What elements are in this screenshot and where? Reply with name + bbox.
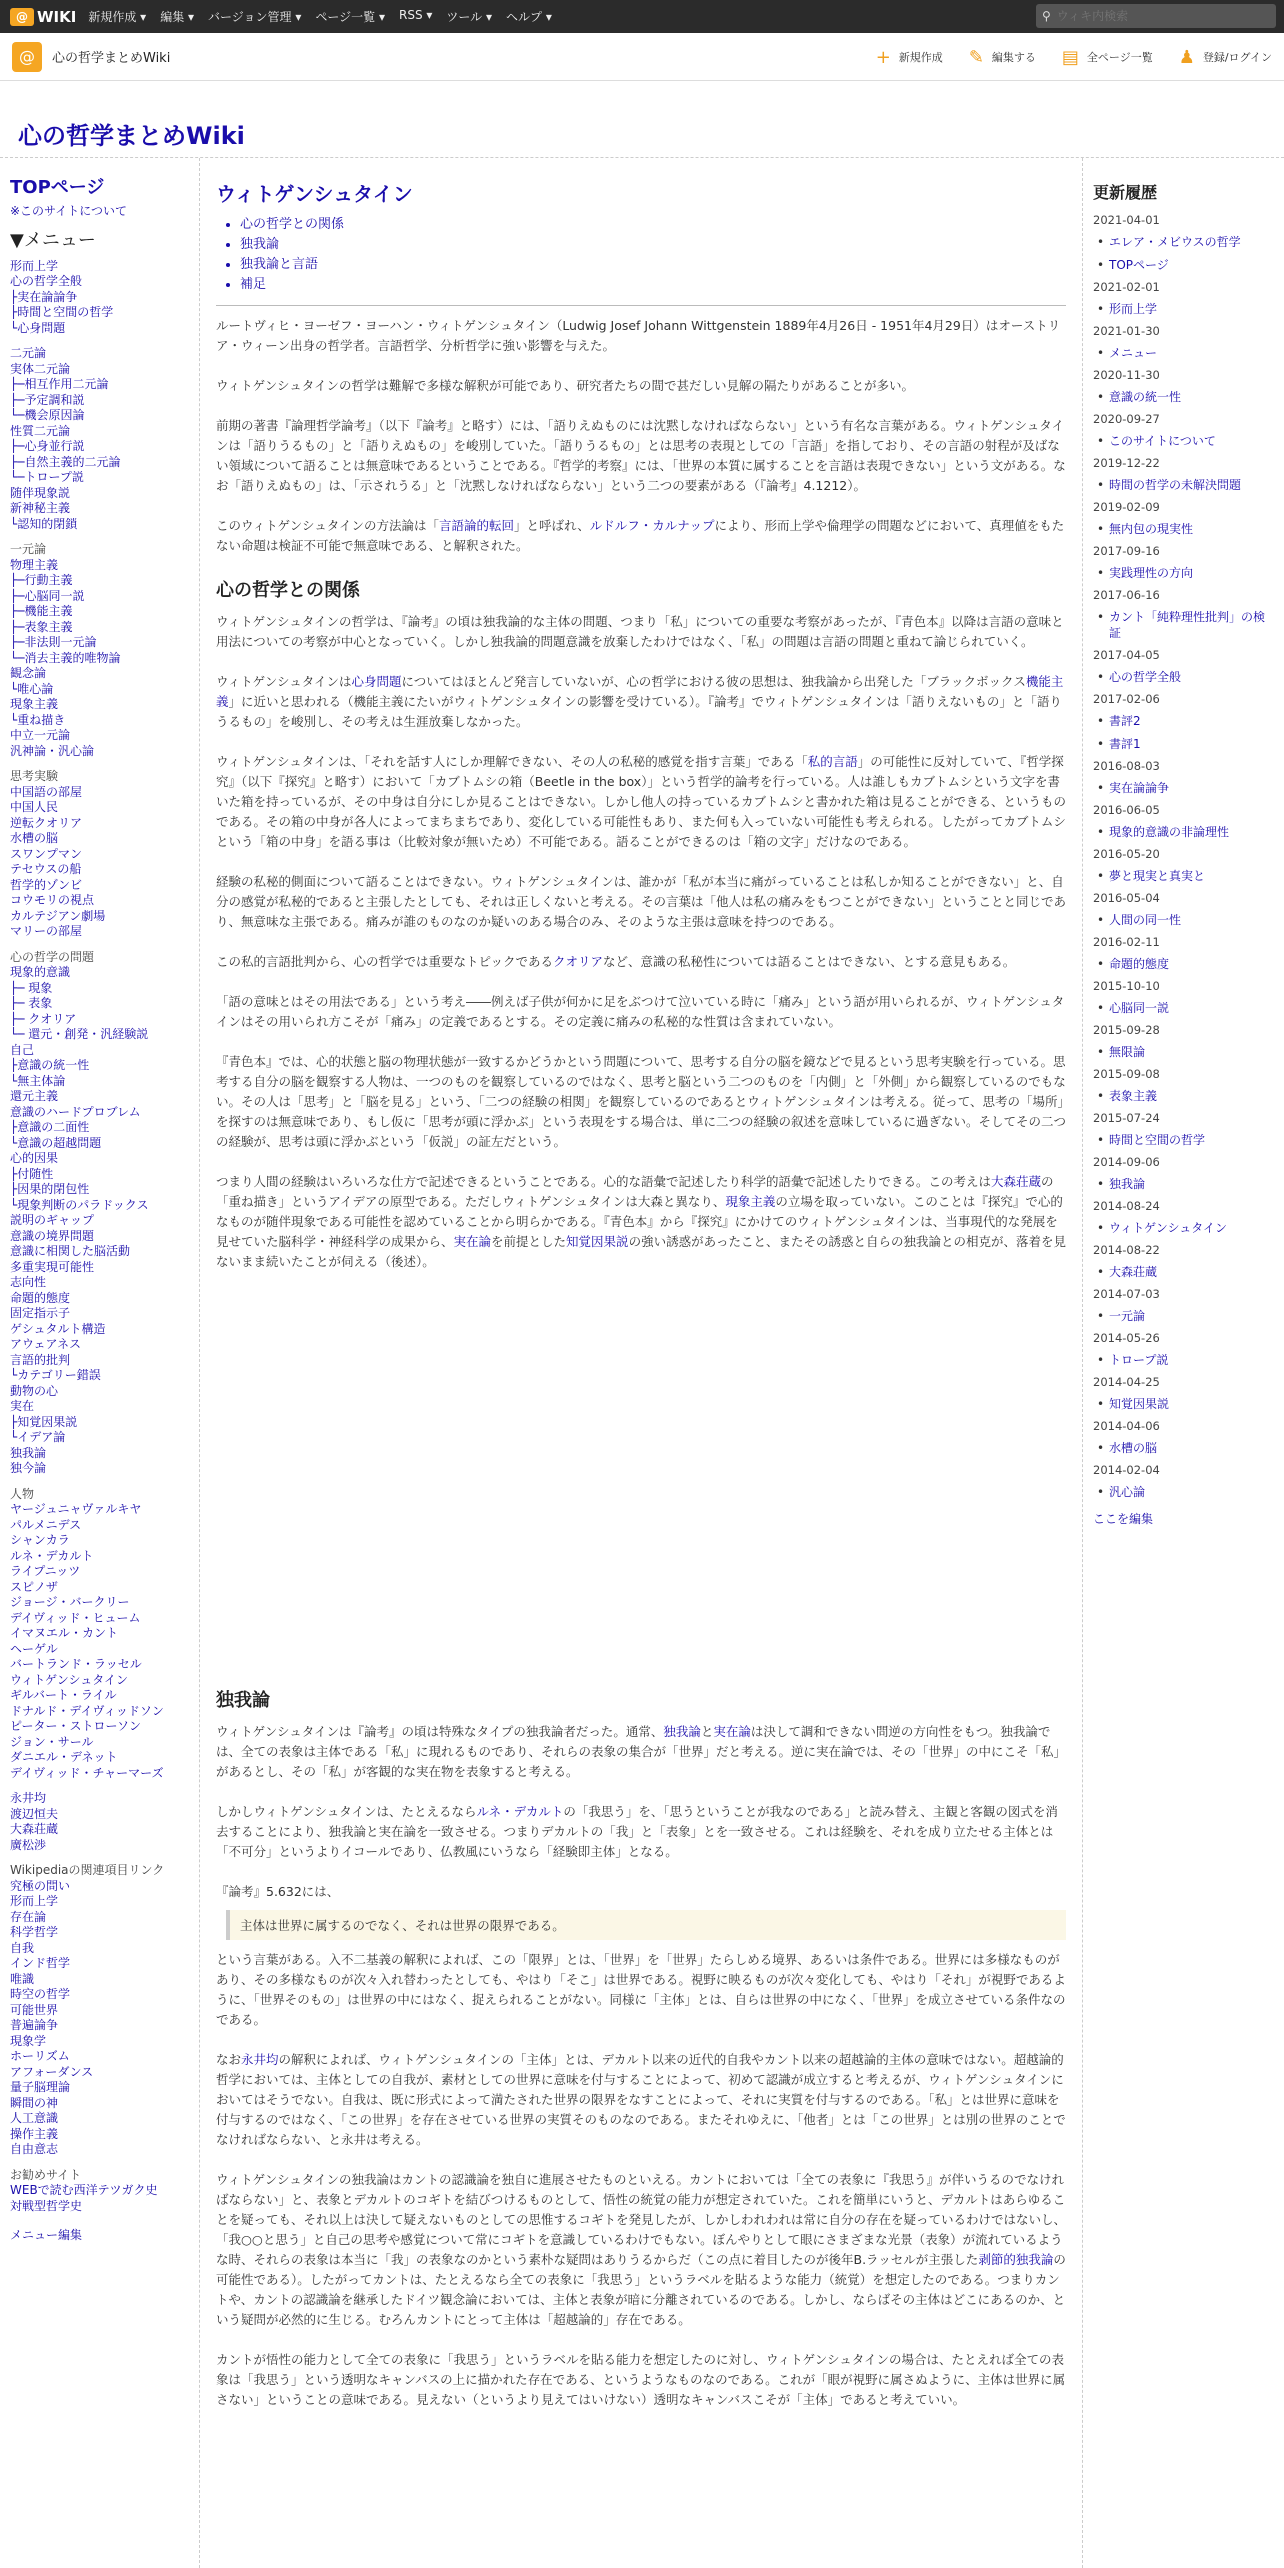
history-date: 2021-02-01 bbox=[1093, 280, 1160, 294]
nav-item[interactable]: └唯心論 bbox=[10, 681, 54, 696]
nav-item[interactable]: 対戦型哲学史 bbox=[10, 2198, 83, 2213]
nav-group-heading: 人物 bbox=[10, 1486, 35, 1501]
toc-item[interactable]: • 独我論と言語 bbox=[240, 255, 1066, 275]
nav-item[interactable]: 廣松渉 bbox=[10, 1837, 47, 1852]
blockquote: 主体は世界に属するのでなく、それは世界の限界である。 bbox=[226, 1910, 1066, 1940]
nav-item[interactable]: ├時間と空間の哲学 bbox=[10, 305, 114, 319]
history-item[interactable]: • 人間の同一性 bbox=[1109, 912, 1274, 928]
nav-item[interactable]: 実在 bbox=[10, 1399, 35, 1413]
login-label: 登録/ログイン bbox=[1202, 51, 1272, 64]
action-bar bbox=[850, 33, 1272, 81]
link-qualia[interactable]: クオリア bbox=[553, 954, 604, 969]
nav-item[interactable]: 新神秘主義 bbox=[10, 501, 71, 515]
history-item[interactable]: • トロープ説 bbox=[1109, 1352, 1274, 1368]
nav-item[interactable]: 汎神論・汎心論 bbox=[10, 743, 95, 758]
history-item[interactable]: • TOPページ bbox=[1109, 257, 1274, 273]
site-name[interactable]: 心の哲学まとめWiki bbox=[52, 51, 171, 66]
nav-item[interactable]: 逆転クオリア bbox=[10, 815, 83, 830]
link-linguistic-turn[interactable]: 言語論的転回 bbox=[438, 518, 514, 533]
logo-icon: @ bbox=[10, 8, 34, 26]
history-item[interactable]: • 表象主義 bbox=[1109, 1088, 1274, 1104]
history-item[interactable]: • 無内包の現実性 bbox=[1109, 521, 1274, 537]
nav-item[interactable]: 水槽の脳 bbox=[10, 831, 59, 845]
nav-item[interactable]: 時空の哲学 bbox=[10, 1987, 71, 2001]
nav-item[interactable]: ├─機能主義 bbox=[10, 604, 73, 618]
nav-item[interactable]: 意識の境界問題 bbox=[10, 1228, 95, 1243]
nav-item[interactable]: 意識のハードプロブレム bbox=[10, 1104, 141, 1119]
nav-item[interactable]: ├意識の統一性 bbox=[10, 1058, 90, 1072]
new-page-button[interactable] bbox=[876, 47, 943, 68]
nav-item[interactable]: ゲシュタルト構造 bbox=[10, 1321, 106, 1336]
history-date: 2016-06-05 bbox=[1093, 803, 1160, 817]
link-omori[interactable]: 大森荘蔵 bbox=[991, 1174, 1042, 1189]
nav-group bbox=[10, 346, 199, 532]
nav-item[interactable]: ジョン・サール bbox=[10, 1734, 94, 1749]
new-page-label: 新規作成 bbox=[898, 51, 943, 64]
history-date: 2015-10-10 bbox=[1093, 979, 1160, 993]
history-item[interactable]: • 実践理性の方向 bbox=[1109, 565, 1274, 581]
nav-item[interactable]: 科学哲学 bbox=[10, 1925, 59, 1939]
top-menu-item[interactable]: ページ一覧 ▾ bbox=[315, 10, 385, 24]
nav-groups bbox=[10, 259, 199, 2215]
nav-item[interactable]: パルメニデス bbox=[10, 1517, 82, 1532]
nav-item[interactable]: 中立一元論 bbox=[10, 728, 71, 742]
paragraph: ルートヴィヒ・ヨーゼフ・ヨーハン・ウィトゲンシュタイン（Ludwig Josef Johann Wittgenstein 1889年4月26日 - 1951年4月29日）はオーストリア・ウィーン出身の哲学者。言語哲学、分析哲学に強い影響を与えた。 bbox=[216, 318, 1061, 353]
nav-item[interactable]: 究極の問い bbox=[10, 1878, 71, 1893]
history-item[interactable]: • 実在論論争 bbox=[1109, 780, 1274, 796]
top-menu-item[interactable]: RSS ▾ bbox=[399, 8, 433, 22]
history-date: 2020-09-27 bbox=[1093, 412, 1160, 426]
nav-group-heading: 心の哲学の問題 bbox=[10, 949, 95, 964]
nav-item[interactable]: 随伴現象説 bbox=[10, 485, 71, 500]
nav-item[interactable]: └─ 還元・創発・汎経験説 bbox=[10, 1027, 149, 1041]
nav-item[interactable]: 心の哲学全般 bbox=[10, 274, 83, 288]
top-menu-item[interactable]: ツール ▾ bbox=[446, 10, 493, 24]
link-stripped-solipsism[interactable]: 剥節的独我論 bbox=[978, 2252, 1054, 2267]
nav-about[interactable]: ※このサイトについて bbox=[10, 203, 127, 218]
nav-item[interactable]: 説明のギャップ bbox=[10, 1213, 95, 1227]
history-item[interactable]: • 無限論 bbox=[1109, 1044, 1274, 1060]
nav-item[interactable]: ├─予定調和説 bbox=[10, 392, 85, 407]
history-item[interactable]: • 書評2 bbox=[1109, 713, 1274, 729]
paragraph: ウィトゲンシュタインの独我論はカントの認識論を独自に進展させたものといえる。カントにおいては「全ての表象に『我思う』が伴いうるのでなければならない」と、表象とデカルトのコギトを結びつけるものとして、悟性の統覚の能力が想定されていた。これを簡単にいうと、デカルトはあらゆることを疑っても、それ以上は決して疑えないものとしての思惟するコギトを発見したが、しかしわれわれは常に自分の存在を疑っているわけではないし、「我○○と思う」と自己の思考や感覚について常にコギトを意識しているわけでもない。ぼんやりとして眼にさまざまな光景（表象）が流れているような時、それらの表象は本当に「我」の表象なのかという素朴な疑問はありうるからだ（この点に着目したのが後年B.ラッセルが主張した剥節的独我論の可能性である）。したがってカントは、たとえるなら全ての表象に「我思う」というラベルを貼るような能力（統覚）を想定したのである。つまりカントや、カントの認識論を継承したドイツ観念論においては、主体と表象が暗に分離されているのである。しかし、ならばその主体はどこにあるのか、という疑問が必然的に生じる。むろんカントにとって主体は「超越論的」存在である。 bbox=[216, 2172, 1067, 2327]
nav-item[interactable]: └イデア論 bbox=[10, 1430, 66, 1444]
site-icon: @ bbox=[12, 42, 42, 72]
nav-item[interactable]: 動物の心 bbox=[10, 1383, 59, 1398]
nav-item[interactable]: インド哲学 bbox=[10, 1956, 71, 1970]
history-date: 2014-04-06 bbox=[1093, 1419, 1160, 1433]
nav-item[interactable]: 人工意識 bbox=[10, 2111, 59, 2125]
nav-item[interactable]: ├─行動主義 bbox=[10, 573, 73, 587]
nav-item[interactable]: ├意識の二面性 bbox=[10, 1120, 90, 1134]
nav-item[interactable]: 哲学的ゾンビ bbox=[10, 877, 83, 892]
section-heading-relation: 心の哲学との関係 bbox=[216, 580, 360, 601]
history-date: 2017-04-05 bbox=[1093, 648, 1160, 662]
history-item[interactable]: • メニュー bbox=[1109, 345, 1274, 361]
nav-item[interactable]: ├─非法則一元論 bbox=[10, 635, 97, 649]
history-item[interactable]: • 形而上学 bbox=[1109, 301, 1274, 317]
nav-group-heading: 一元論 bbox=[10, 542, 47, 556]
nav-item[interactable]: ├因果的閉包性 bbox=[10, 1182, 90, 1196]
link-carnap[interactable]: ルドルフ・カルナップ bbox=[589, 518, 715, 533]
nav-item[interactable]: 性質二元論 bbox=[10, 423, 71, 438]
nav-item[interactable]: 独我論 bbox=[10, 1445, 47, 1460]
edit-label: 編集する bbox=[991, 51, 1036, 64]
history-item[interactable]: • エレア・メビウスの哲学 bbox=[1109, 234, 1274, 250]
logo-text: WIKI bbox=[37, 7, 77, 26]
nav-item[interactable]: ├─表象主義 bbox=[10, 619, 73, 634]
nav-item[interactable]: 観念論 bbox=[10, 666, 47, 680]
nav-item[interactable]: 量子脳理論 bbox=[10, 2080, 71, 2094]
paragraph: しかしウィトゲンシュタインは、たとえるならルネ・デカルトの「我思う」を、「思うということが我なのである」と読み替え、主観と客観の図式を消去することにより、独我論と実在論を一致させる。つまりデカルトの「我」と「表象」とを一致させる。これは経験を、それを成り立たせる主体とは「不可分」というよりイコールであり、仏教風にいうなら「経験即主体」となる。 bbox=[216, 1804, 1058, 1859]
nav-item[interactable]: ├─ 現象 bbox=[10, 980, 53, 995]
history-item[interactable]: • 独我論 bbox=[1109, 1176, 1274, 1192]
nav-item[interactable]: 唯識 bbox=[10, 1971, 35, 1986]
nav-item[interactable]: ├─相互作用二元論 bbox=[10, 377, 109, 391]
nav-item[interactable]: 瞬間の神 bbox=[10, 2095, 59, 2110]
nav-item[interactable]: 自己 bbox=[10, 1042, 35, 1057]
top-menu-item[interactable]: 新規作成 ▾ bbox=[88, 10, 147, 24]
paragraph: 『青色本』では、心的状態と脳の物理状態が一致するかどうかという問題について、思考する自分の脳を鏡などで見るという思考実験を行っている。思考する自分の脳を観察する人物は、一つのものを観察しているのではなく、思考と脳という二つのものを「内側」と「外側」から観察しているのでもない。その人は「思考」と「脳を見る」という、「二つの経験の相関」を観察しているのであるとウィトゲンシュタインは考える。従って、思考の「場所」を探すのは無意味であり、もし仮に「思考が頭に浮かぶ」という表現をする場合は、単に二つの経験の叙述を意味しているに過ぎない。そしてその二つの経験が、思考は頭に浮かぶという「仮説」の証左だという。 bbox=[216, 1054, 1067, 1149]
nav-item[interactable]: 中国人民 bbox=[10, 800, 59, 814]
paragraph: カントが悟性の能力として全ての表象に「我思う」というラベルを貼る能力を想定したのに対し、ウィトゲンシュタインの場合は、たとえれば全ての表象は「我思う」という透明なキャンバスの上に描かれた存在である、というようなものなのである。これが「眼が視野に属さぬように、主体は世界に属さない」ということの意味である。見えない（というより見えてはいけない）透明なキャンバスこそが「主体」であると考えていい。 bbox=[216, 2352, 1066, 2407]
history-date: 2019-02-09 bbox=[1093, 500, 1160, 514]
nav-item[interactable]: コウモリの視点 bbox=[10, 893, 95, 907]
history-item[interactable]: • 時間の哲学の未解決問題 bbox=[1109, 477, 1274, 493]
nav-item[interactable]: スピノザ bbox=[10, 1579, 58, 1594]
history-item[interactable]: • 意識の統一性 bbox=[1109, 389, 1274, 405]
nav-item[interactable]: イマヌエル・カント bbox=[10, 1626, 119, 1640]
paragraph: という言葉がある。入不二基義の解釈によれば、この「限界」とは、「世界」を「世界」たらしめる境界、あるいは条件である。世界には多様なものがあり、その多様なものが次々入れ替わったとしても、やはり「そこ」は世界である。視野に映るものが次々変化しても、やはり「それ」が視野であるように、「世界そのもの」は世界の中にはなく、捉えられることがない。同様に「主体」とは、自らは世界の中になく、「世界」を成立させている条件なのである。 bbox=[216, 1952, 1066, 2027]
nav-item[interactable]: 多重実現可能性 bbox=[10, 1259, 95, 1274]
nav-item[interactable]: 形而上学 bbox=[10, 1894, 59, 1908]
nav-item[interactable]: └─トロープ説 bbox=[10, 470, 84, 484]
edit-button[interactable] bbox=[969, 47, 1036, 68]
nav-item[interactable]: └無主体論 bbox=[10, 1073, 66, 1088]
link-solipsism[interactable]: 独我論 bbox=[663, 1724, 701, 1739]
nav-item[interactable]: └意識の超越問題 bbox=[10, 1135, 102, 1150]
nav-item[interactable]: └現象判断のパラドックス bbox=[10, 1197, 149, 1212]
nav-item[interactable]: 操作主義 bbox=[10, 2126, 59, 2141]
nav-item[interactable]: アフォーダンス bbox=[10, 2064, 94, 2079]
history-list bbox=[1093, 213, 1274, 1500]
login-button[interactable] bbox=[1179, 47, 1272, 68]
nav-item[interactable]: カルテジアン劇場 bbox=[10, 908, 106, 923]
nav-item[interactable]: ピーター・ストローソン bbox=[10, 1719, 142, 1733]
history-item[interactable]: • 時間と空間の哲学 bbox=[1109, 1132, 1274, 1148]
nav-item[interactable]: ヤージュニャヴァルキヤ bbox=[10, 1502, 142, 1516]
nav-item[interactable]: ├付随性 bbox=[10, 1166, 54, 1181]
history-item[interactable]: • 書評1 bbox=[1109, 736, 1274, 752]
history-date: 2016-08-03 bbox=[1093, 759, 1160, 773]
nav-item[interactable]: 現象的意識 bbox=[10, 965, 71, 979]
nav-item[interactable]: ├─心脳同一説 bbox=[10, 588, 85, 603]
nav-item[interactable]: ジョージ・バークリー bbox=[10, 1595, 130, 1609]
top-menu bbox=[88, 8, 566, 25]
history-date: 2016-02-11 bbox=[1093, 935, 1160, 949]
search-icon: ⚲ bbox=[1042, 9, 1051, 23]
nav-item[interactable]: ダニエル・デネット bbox=[10, 1750, 118, 1764]
paragraph: なお永井均の解釈によれば、ウィトゲンシュタインの「主体」とは、デカルト以来の近代的自我やカント以来の超越論的主体の意味ではない。超越論的哲学においては、主体としての自我が、素材としての世界に意味を付与することによって、初めて認識が成立すると考えるが、ウィトゲンシュタインにおいてはそうでない。自我は、既に形式によって満たされた世界の限界をなすことによって、それに実質を付与するのである。「私」とは世界に意味を付与するのではなく、「この世界」を存在させている世界の実質そのものなのである。またそれゆえに、「他者」とは「この世界」とは別の世界のことでなければならない、と永井は考える。 bbox=[216, 2052, 1066, 2147]
nav-item[interactable]: ├実在論論争 bbox=[10, 289, 78, 304]
nav-item[interactable]: ヘーゲル bbox=[10, 1641, 58, 1656]
nav-group bbox=[10, 950, 199, 1477]
nav-item[interactable]: └─機会原因論 bbox=[10, 408, 85, 422]
toc-item[interactable]: • 独我論 bbox=[240, 235, 1066, 255]
nav-item[interactable]: ├─自然主義的二元論 bbox=[10, 454, 121, 469]
history-item[interactable]: • 大森荘蔵 bbox=[1109, 1264, 1274, 1280]
nav-item[interactable]: ├─心身並行説 bbox=[10, 439, 85, 453]
nav-item[interactable]: 中国語の部屋 bbox=[10, 784, 83, 799]
user-add-icon: ♟ bbox=[1178, 46, 1195, 68]
nav-item[interactable]: テセウスの船 bbox=[10, 862, 82, 876]
nav-group bbox=[10, 2168, 199, 2215]
nav-item[interactable]: 心的因果 bbox=[10, 1151, 59, 1165]
history-date: 2019-12-22 bbox=[1093, 456, 1160, 470]
top-menu-item[interactable]: ヘルプ ▾ bbox=[506, 10, 552, 24]
nav-item[interactable]: アウェアネス bbox=[10, 1337, 82, 1351]
toc-item[interactable]: • 補足 bbox=[240, 275, 1066, 295]
search-box[interactable] bbox=[1036, 4, 1276, 28]
nav-item[interactable]: 志向性 bbox=[10, 1275, 47, 1289]
nav-item[interactable]: 物理主義 bbox=[10, 557, 59, 572]
site-bar bbox=[0, 33, 1284, 81]
nav-item[interactable]: 固定指示子 bbox=[10, 1306, 71, 1320]
top-menu-item[interactable]: バージョン管理 ▾ bbox=[208, 10, 302, 24]
nav-item[interactable]: 存在論 bbox=[10, 1909, 47, 1924]
history-date: 2014-08-24 bbox=[1093, 1199, 1160, 1213]
nav-item[interactable]: シャンカラ bbox=[10, 1533, 70, 1547]
history-item[interactable]: • このサイトについて bbox=[1109, 433, 1274, 449]
history-item[interactable]: • 心脳同一説 bbox=[1109, 1000, 1274, 1016]
history-edit-link[interactable]: ここを編集 bbox=[1093, 1512, 1154, 1526]
history-date: 2015-09-08 bbox=[1093, 1067, 1160, 1081]
plus-icon: + bbox=[875, 46, 891, 68]
history-date: 2020-11-30 bbox=[1093, 368, 1160, 382]
left-menu bbox=[0, 158, 200, 2568]
history-date: 2014-02-04 bbox=[1093, 1463, 1160, 1477]
link-descartes[interactable]: ルネ・デカルト bbox=[476, 1804, 564, 1819]
nav-item[interactable]: 可能世界 bbox=[10, 2002, 59, 2017]
history-date: 2015-07-24 bbox=[1093, 1111, 1160, 1125]
paragraph: 『論考』5.632には、 bbox=[216, 1884, 340, 1899]
nav-item[interactable]: ├─ 表象 bbox=[10, 996, 53, 1010]
history-item[interactable]: • ウィトゲンシュタイン bbox=[1109, 1220, 1274, 1236]
history-heading: 更新履歴 bbox=[1093, 183, 1158, 202]
history-date: 2014-04-25 bbox=[1093, 1375, 1160, 1389]
history-date: 2016-05-20 bbox=[1093, 847, 1160, 861]
nav-item[interactable]: ギルバート・ライル bbox=[10, 1688, 117, 1702]
nav-item[interactable]: ├─ クオリア bbox=[10, 1011, 77, 1026]
paragraph: ウィトゲンシュタインは、「それを話す人にしか理解できない、その人の私秘的感覚を指す言葉」である「私的言語」の可能性に反対していて、『哲学探究』（以下『探究』と略す）において「カブトムシの箱（Beetle in the box）」という哲学的論考を行っている。人は誰しもカブトムシという文字を書いた箱を持っているが、その中身は自分にしか見ることはできない。しかし他人の持っているカブトムシと書かれた箱は見ることができる、というものである。その箱の中身が各人によってまちまちであり、変化している可能性もあり、また何も入っていない可能性も考えられる。したがってカブトムシという「箱の中身」を語る事は（比較対象が無いため）不可能である。語ることができるのは「箱の文字」だけなのである。 bbox=[216, 754, 1067, 849]
link-functionalism[interactable]: 機能主義 bbox=[216, 674, 1064, 709]
nav-item[interactable]: 実体二元論 bbox=[10, 361, 71, 376]
history-item[interactable]: • 命題的態度 bbox=[1109, 956, 1274, 972]
document-icon: ▤ bbox=[1061, 46, 1079, 68]
paragraph: 「語の意味とはその用法である」という考え――例えば子供が何かに足をぶつけて泣いている時に「痛み」という語が用いられるが、ウィトゲンシュタインはその用いられ方こそが「痛み」の定義であるとする。その定義に痛みの私秘的な性質は含まれていない。 bbox=[216, 994, 1065, 1029]
nav-item[interactable]: デイヴィッド・チャーマーズ bbox=[10, 1765, 164, 1780]
nav-item[interactable]: 普遍論争 bbox=[10, 2018, 59, 2032]
table-of-contents bbox=[240, 215, 1066, 295]
link-realism-2[interactable]: 実在論 bbox=[713, 1724, 751, 1739]
nav-item[interactable]: 形而上学 bbox=[10, 258, 59, 273]
history-item[interactable]: • 知覚因果説 bbox=[1109, 1396, 1274, 1412]
nav-item[interactable]: 言語的批判 bbox=[10, 1352, 71, 1367]
nav-item[interactable]: ライプニッツ bbox=[10, 1564, 81, 1578]
nav-item[interactable]: 二元論 bbox=[10, 346, 47, 360]
divider bbox=[216, 305, 1066, 306]
nav-item[interactable]: └心身問題 bbox=[10, 320, 66, 335]
nav-group-heading: 思考実験 bbox=[10, 769, 59, 783]
history-item[interactable]: • 汎心論 bbox=[1109, 1484, 1274, 1500]
history-date: 2014-07-03 bbox=[1093, 1287, 1160, 1301]
link-causal-theory[interactable]: 知覚因果説 bbox=[566, 1234, 629, 1249]
page-title: ウィトゲンシュタイン bbox=[216, 182, 413, 206]
history-date: 2021-01-30 bbox=[1093, 324, 1160, 338]
nav-item[interactable]: └認知的閉鎖 bbox=[10, 516, 78, 531]
menu-edit-link[interactable]: メニュー編集 bbox=[10, 2228, 83, 2242]
history-date: 2017-06-16 bbox=[1093, 588, 1160, 602]
nav-item[interactable]: ドナルド・デイヴィッドソン bbox=[10, 1703, 164, 1718]
nav-item[interactable]: WEBで読む西洋テツガク史 bbox=[10, 2183, 158, 2197]
search-input[interactable] bbox=[1057, 9, 1257, 23]
paragraph: つまり人間の経験はいろいろな仕方で記述できるということである。心的な語彙で記述したり科学的語彙で記述したりできる。この考えは大森荘蔵の「重ね描き」というアイデアの原型である。ただしウィトゲンシュタインは大森と異なり、現象主義の立場を取っていない。このことは『探究』で心的なものが随伴現象である可能性を認めていることから明らかである。『青色本』から『探究』にかけてのウィトゲンシュタインは、当事現代的な発展を見せていた脳科学・神経科学の成果から、実在論を前提とした知覚因果説の強い誘惑があったこと、またその誘惑と自らの独我論との相克が、落着を見ないまま続いたことが伺える（後述）。 bbox=[216, 1174, 1066, 1269]
nav-item[interactable]: スワンプマン bbox=[10, 846, 83, 861]
nav-item[interactable]: ├知覚因果説 bbox=[10, 1414, 78, 1429]
history-item[interactable]: • 水槽の脳 bbox=[1109, 1440, 1274, 1456]
nav-item[interactable]: └カテゴリー錯誤 bbox=[10, 1368, 101, 1382]
nav-item[interactable]: └重ね描き bbox=[10, 712, 66, 727]
nav-item[interactable]: 意識に相関した脳活動 bbox=[10, 1244, 131, 1258]
nav-group bbox=[10, 1791, 199, 1853]
history-item[interactable]: • 夢と現実と真実と bbox=[1109, 868, 1274, 884]
nav-group bbox=[10, 1863, 199, 2158]
nav-group bbox=[10, 1487, 199, 1782]
menu-heading: ▼メニュー bbox=[10, 230, 96, 251]
nav-item[interactable]: マリーの部屋 bbox=[10, 924, 83, 938]
link-mind-body[interactable]: 心身問題 bbox=[351, 674, 402, 689]
top-menu-item[interactable]: 編集 ▾ bbox=[160, 10, 195, 24]
update-history bbox=[1082, 158, 1284, 2568]
link-realism[interactable]: 実在論 bbox=[453, 1234, 492, 1249]
main-content bbox=[200, 158, 1082, 2568]
nav-item[interactable]: 独今論 bbox=[10, 1461, 47, 1475]
nav-item[interactable]: 永井均 bbox=[10, 1791, 47, 1805]
history-item[interactable]: • 現象的意識の非論理性 bbox=[1109, 824, 1274, 840]
paragraph: このウィトゲンシュタインの方法論は「言語論的転回」と呼ばれ、ルドルフ・カルナップにより、形而上学や倫理学の問題などにおいて、真理値をもたない命題は検証不可能で無意味である、と解釈された。 bbox=[216, 518, 1065, 553]
section-heading-solipsism: 独我論 bbox=[216, 1690, 270, 1711]
pencil-icon: ✎ bbox=[968, 46, 984, 68]
nav-group bbox=[10, 769, 199, 940]
history-item[interactable]: • カント「純粋理性批判」の検証 bbox=[1109, 609, 1274, 641]
nav-item[interactable]: ホーリズム bbox=[10, 2049, 70, 2063]
link-nagai[interactable]: 永井均 bbox=[241, 2052, 279, 2067]
history-date: 2015-09-28 bbox=[1093, 1023, 1160, 1037]
paragraph: ウィトゲンシュタインは心身問題についてはほとんど発言していないが、心の哲学における彼の思想は、独我論から出発した「ブラックボックス機能主義」に近いと思われる（機能主義にたいがウィトゲンシュタインの影響を受けている）。『論考』でウィトゲンシュタインは「語りえないもの」と「語りうるもの」を峻別し、その考えは生涯放棄しなかった。 bbox=[216, 674, 1064, 729]
nav-group bbox=[10, 259, 199, 337]
paragraph: ウィトゲンシュタインは『論考』の頃は特殊なタイプの独我論者だった。通常、独我論と実在論は決して調和できない問逆の方向性をもつ。独我論では、全ての表象は主体である「私」に現れるものであり、それらの表象の集合が「世界」だと考える。逆に実在論では、その「世界」の中にこそ「私」があるとし、その「私」が客観的な実在物を表象すると考える。 bbox=[216, 1724, 1067, 1779]
history-date: 2017-02-06 bbox=[1093, 692, 1160, 706]
nav-item[interactable]: 大森荘蔵 bbox=[10, 1822, 59, 1836]
paragraph: ウィトゲンシュタインの哲学は、『論考』の頃は独我論的な主体の問題、つまり「私」についての重要な考察があったが、『青色本』以降は言語の意味と用法についての考察が中心となっていく。しかし独我論的問題意識を放棄したわけではなく、「私」の問題は言語の問題と重ねて論じられていく。 bbox=[216, 614, 1064, 649]
paragraph: 経験の私秘的側面について語ることはできない。ウィトゲンシュタインは、誰かが「私が本当に痛がっていることは私しか知ることができない」と、自分の感覚が私秘的であると主張したとしても、それは正しくないと考える。その言葉は「他人は私の痛みをもつことができない」ということと同じであり、無意味な主張である。痛みが誰のものなのか疑いのある場合のみ、そのような主張は意味を持つのである。 bbox=[216, 874, 1067, 929]
nav-item[interactable]: 自我 bbox=[10, 1940, 35, 1955]
link-private-language[interactable]: 私的言語 bbox=[807, 754, 858, 769]
history-item[interactable]: • 心の哲学全般 bbox=[1109, 669, 1274, 685]
nav-group-heading: Wikipediaの関連項目リンク bbox=[10, 1863, 165, 1877]
nav-item[interactable]: 還元主義 bbox=[10, 1089, 59, 1103]
toc-item[interactable]: • 心の哲学との関係 bbox=[240, 215, 1066, 235]
nav-item[interactable]: 命題的態度 bbox=[10, 1290, 71, 1305]
history-item[interactable]: • 一元論 bbox=[1109, 1308, 1274, 1324]
nav-group bbox=[10, 542, 199, 759]
paragraph: 前期の著書『論理哲学論考』（以下『論考』と略す）には、「語りえぬものには沈黙しなければならない」という有名な言葉がある。ウィトゲンシュタインは「語りうるもの」と「語りえぬもの」を峻別していた。「語りうるもの」とは思考の表現としての「言語」を指しており、その言語の射程が及ばない領域について語ることは無意味であるということである。『哲学的考察』には、「世界の本質に属することを言語は表現できない」という文がある。なお「語りえぬもの」は、「示されうる」と「沈黙しなければならない」という二つの要素がある（『論考』4.1212）。 bbox=[216, 418, 1066, 493]
nav-item[interactable]: 渡辺恒夫 bbox=[10, 1806, 59, 1821]
nav-item[interactable]: ルネ・デカルト bbox=[10, 1548, 94, 1563]
nav-top-page[interactable]: TOPページ bbox=[10, 177, 105, 198]
history-date: 2014-08-22 bbox=[1093, 1243, 1160, 1257]
history-date: 2014-05-26 bbox=[1093, 1331, 1160, 1345]
paragraph: ウィトゲンシュタインの哲学は難解で多様な解釈が可能であり、研究者たちの間で甚だしい見解の隔たりがあることが多い。 bbox=[216, 378, 914, 393]
nav-item[interactable]: 現象学 bbox=[10, 2033, 47, 2048]
nav-item[interactable]: バートランド・ラッセル bbox=[10, 1657, 142, 1671]
nav-item[interactable]: デイヴィッド・ヒューム bbox=[10, 1610, 141, 1625]
history-date: 2016-05-04 bbox=[1093, 891, 1160, 905]
nav-item[interactable]: 自由意志 bbox=[10, 2142, 59, 2156]
page-list-button[interactable] bbox=[1062, 47, 1153, 68]
blank-space bbox=[216, 1292, 1066, 1672]
history-date: 2014-09-06 bbox=[1093, 1155, 1160, 1169]
wiki-title[interactable]: 心の哲学まとめWiki bbox=[18, 122, 245, 150]
history-date: 2021-04-01 bbox=[1093, 213, 1160, 227]
nav-item[interactable]: └─消去主義的唯物論 bbox=[10, 650, 121, 665]
paragraph: この私的言語批判から、心の哲学では重要なトピックであるクオリアなど、意識の私秘性については語ることはできない、とする意見もある。 bbox=[216, 954, 1016, 969]
nav-item[interactable]: 現象主義 bbox=[10, 697, 59, 711]
nav-group-heading: お勧めサイト bbox=[10, 2167, 82, 2182]
page-list-label: 全ページ一覧 bbox=[1086, 51, 1153, 64]
link-phenomenalism[interactable]: 現象主義 bbox=[725, 1194, 776, 1209]
nav-item[interactable]: ウィトゲンシュタイン bbox=[10, 1672, 129, 1687]
top-bar bbox=[0, 0, 1284, 33]
wiki-logo[interactable] bbox=[10, 8, 76, 26]
history-date: 2017-09-16 bbox=[1093, 544, 1160, 558]
wiki-header bbox=[0, 82, 1284, 158]
